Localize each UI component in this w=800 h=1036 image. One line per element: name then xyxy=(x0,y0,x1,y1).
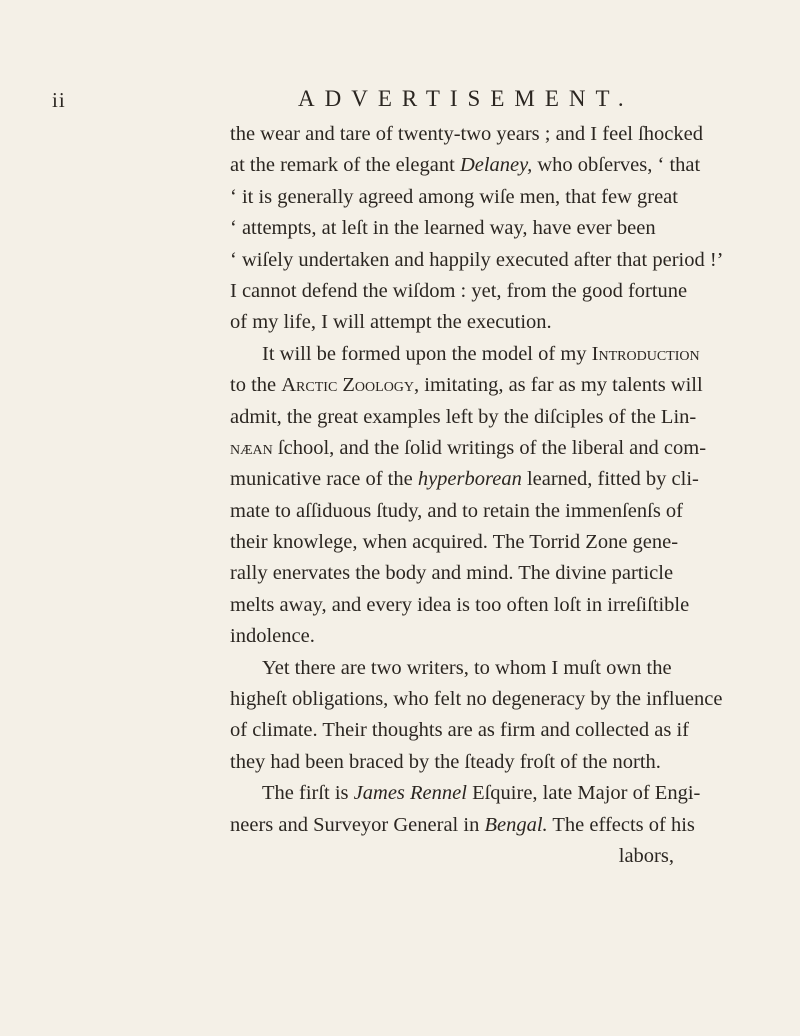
text-line: ‘ it is generally agreed among wiſe men, that few great xyxy=(230,185,678,208)
text-line: næan ſchool, and the ſolid writings of the liberal and com- xyxy=(230,436,707,459)
text-line: melts away, and every idea is too often loſt in irreſiſtible xyxy=(230,593,690,616)
text-line: I cannot defend the wiſdom : yet, from the good fortune xyxy=(230,279,688,302)
text-line: they had been braced by the ſteady froſt of the north. xyxy=(230,750,661,773)
text-line: ‘ attempts, at leſt in the learned way, have ever been xyxy=(230,217,656,240)
text-line: mate to aſſiduous ſtudy, and to retain the immenſenſs of xyxy=(230,499,683,522)
page-number: ii xyxy=(52,88,66,112)
text-line: The firſt is James Rennel Eſquire, late Major of Engi- xyxy=(262,782,701,805)
body-text xyxy=(230,123,722,876)
text-line: municative race of the hyperborean learned, fitted by cli- xyxy=(230,468,699,491)
catchword: labors, xyxy=(618,844,674,867)
text-line: Yet there are two writers, to whom I muſt own the xyxy=(262,656,672,679)
text-line: the wear and tare of twenty-two years ; and I feel ſhocked xyxy=(230,123,704,145)
text-line: of climate. Their thoughts are as firm and collected as if xyxy=(230,719,689,742)
text-line: of my life, I will attempt the execution. xyxy=(230,311,552,334)
running-head: ADVERTISEMENT. xyxy=(298,86,634,111)
text-line: ‘ wiſely undertaken and happily executed after that period !’ xyxy=(230,248,724,271)
text-line: It will be formed upon the model of my Introduction xyxy=(262,342,700,365)
text-line: indolence. xyxy=(230,625,315,648)
text-line: to the Arctic Zoology, imitating, as far as my talents will xyxy=(230,374,703,397)
text-line: higheſt obligations, who felt no degeneracy by the influence xyxy=(230,688,723,711)
text-line: neers and Surveyor General in Bengal. The effects of his xyxy=(230,813,695,836)
text-line: at the remark of the elegant Delaney, who obſerves, ‘ that xyxy=(230,154,701,177)
text-line: admit, the great examples left by the diſciples of the Lin- xyxy=(230,405,697,428)
text-line: their knowlege, when acquired. The Torrid Zone gene- xyxy=(230,531,679,554)
text-line: rally enervates the body and mind. The divine particle xyxy=(230,562,674,585)
